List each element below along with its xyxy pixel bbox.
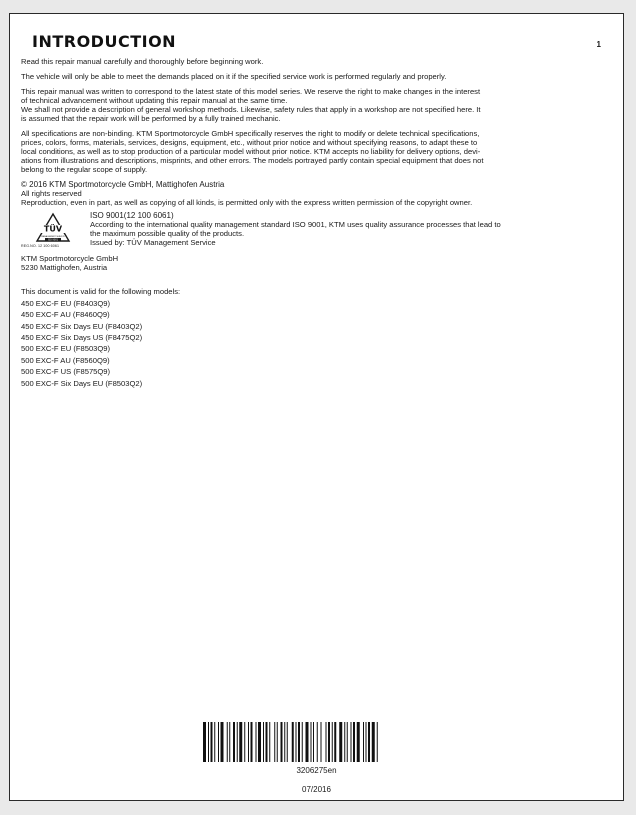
company-name: KTM Sportmotorcycle GmbH (21, 253, 119, 263)
company-address (21, 254, 603, 272)
tuv-logo-text: TÜV (43, 224, 63, 233)
page-title: INTRODUCTION (32, 32, 177, 51)
model-item: 500 EXC-F US (F8575Q9) (21, 367, 111, 377)
paragraph-read-manual: Read this repair manual carefully and thoroughly before beginning work. (21, 57, 264, 66)
barcode-icon (203, 722, 438, 762)
text-line: All specifications are non-binding. KTM Sportmotorcycle GmbH specifically reserves the right to modify or delete technical specifications, (21, 128, 480, 138)
document-body (21, 57, 603, 389)
text-line: local conditions, as well as to stop production of a particular model without prior notice. KTM accepts no liability for delivery options, devi- (21, 147, 481, 157)
model-item: 450 EXC-F EU (F8403Q9) (21, 298, 111, 308)
valid-models (21, 287, 603, 389)
copyright-notice (21, 180, 603, 207)
rights-reserved: All rights reserved (21, 189, 82, 199)
document-page (9, 13, 624, 801)
paragraph-service-work: The vehicle will only be able to meet the demands placed on it if the specified service work is performed regularly and properly. (21, 71, 447, 81)
model-item: 500 EXC-F Six Days EU (F8503Q2) (21, 378, 143, 388)
copyright-line: © 2016 KTM Sportmotorcycle GmbH, Mattighofen Austria (21, 180, 225, 190)
issued-by: Issued by: TÜV Management Service (90, 237, 216, 247)
text-line: belong to the regular scope of supply. (21, 165, 148, 175)
text-line: of technical advancement without updating this repair manual at the same time. (21, 95, 288, 105)
models-intro: This document is valid for the following models: (21, 286, 181, 296)
text-line: This repair manual was written to correspond to the latest state of this model series. We reserve the right to make changes in the interest (21, 86, 481, 96)
text-line: We shall not provide a description of general workshop methods. Likewise, safety rules that apply in a workshop are not specified here. It (21, 104, 481, 114)
text-line: is assumed that the repair work will be performed by a fully trained mechanic. (21, 114, 281, 124)
tuv-logo-subtext: MANAGEMENT SERVICE (41, 235, 65, 238)
text-line: prices, colors, forms, materials, services, designs, equipment, etc., without prior notice and without specifying reasons, to adapt these to (21, 138, 478, 148)
model-item: 450 EXC-F Six Days EU (F8403Q2) (21, 321, 143, 331)
model-item: 500 EXC-F EU (F8503Q9) (21, 344, 111, 354)
iso-description: the maximum possible quality of the products. (90, 228, 245, 238)
tuv-logo-iso: ISO 9001 (47, 237, 59, 241)
document-number: 3206275en (296, 766, 337, 775)
iso-description: According to the international quality management standard ISO 9001, KTM uses quality assurance processes that lead to (90, 219, 501, 229)
model-item: 500 EXC-F AU (F8560Q9) (21, 355, 110, 365)
registration-number: REG.NO. 12 100 6061 (21, 243, 60, 248)
page-number: 1 (596, 40, 601, 49)
reproduction-notice: Reproduction, even in part, as well as copying of all kinds, is permitted only with the express written permission of the copyright owner. (21, 198, 473, 208)
paragraph-specifications (21, 129, 603, 174)
model-item: 450 EXC-F AU (F8460Q9) (21, 310, 110, 320)
text-line: ations from illustrations and descriptions, misprints, and other errors. The models portrayed partly contain special equipment that does not (21, 156, 484, 166)
certification-block (21, 211, 603, 253)
tuv-certification-logo (35, 212, 71, 242)
certification-text (90, 211, 603, 247)
model-item: 450 EXC-F Six Days US (F8475Q2) (21, 333, 143, 342)
company-city: 5230 Mattighofen, Austria (21, 262, 108, 272)
document-date: 07/2016 (302, 785, 331, 794)
paragraph-manual-state (21, 87, 603, 123)
iso-standard: ISO 9001(12 100 6061) (90, 210, 174, 220)
